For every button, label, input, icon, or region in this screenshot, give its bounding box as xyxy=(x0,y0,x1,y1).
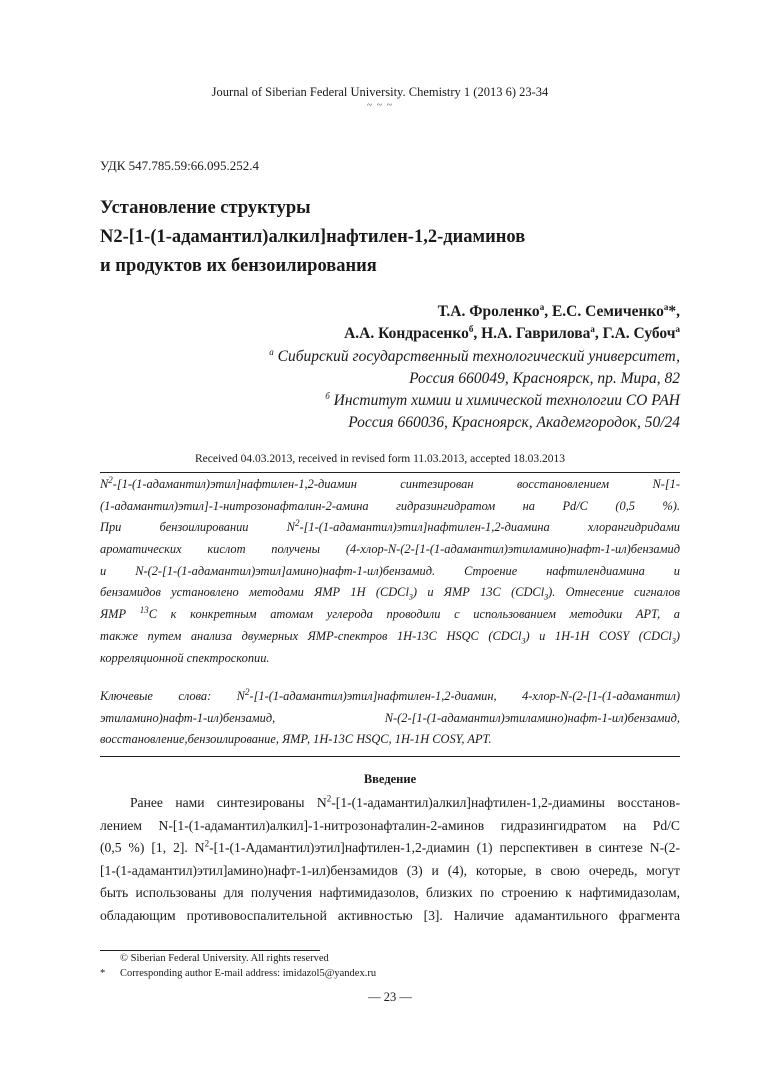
affiliation-a-line-2: Россия 660049, Красноярск, пр. Мира, 82 xyxy=(409,370,680,387)
separator: , xyxy=(544,303,549,320)
author-list xyxy=(344,301,680,345)
affiliation-b-line-2: Россия 660036, Красноярск, Академгородок, 50/24 xyxy=(348,414,680,431)
keywords-line: Ключевые слова: $N^2-[1-(1-адамантил)этил]нафтилен-1,2$-диамин, 4-хлор-N-(2-[1-(1-адамантил) xyxy=(100,686,680,703)
separator: , xyxy=(676,303,680,320)
footnote-corresponding: * Corresponding author E-mail address: imidazol5@yandex.ru xyxy=(100,967,377,979)
affil-mark: а xyxy=(269,346,274,357)
author-frolenko: Т.А. Фроленко xyxy=(437,303,540,320)
affil-mark: б xyxy=(325,390,330,401)
keywords xyxy=(100,686,680,751)
body-line: (0,5 %) [1, 2]. $N^2-[1-(1-Адамантил)этил]нафтилен-1,2$-диамин (1) перспективен в синтезе N-(2- xyxy=(100,838,680,856)
footnote-rule xyxy=(100,950,320,951)
abstract-bottom-rule xyxy=(100,756,680,757)
author-gavrilova: Н.А. Гаврилова xyxy=(481,325,591,342)
affiliation-text: Сибирский государственный технологический университет, xyxy=(277,348,680,365)
separator: , xyxy=(594,325,599,342)
body-line: обладающим противовоспалительной активностью [3]. Наличие адамантильного фрагмента xyxy=(100,907,680,923)
author-suboch: Г.А. Субоч xyxy=(602,325,676,342)
corresponding-mark: * xyxy=(668,303,677,320)
abstract-line: ЯМР $^{13}$С к конкретным атомам углерода проводили с использованием методики APT, а xyxy=(100,605,680,622)
author-semichenko: Е.С. Семиченко xyxy=(551,303,664,320)
body-line: лением N-[1-(1-адамантил)алкил]-1-нитрозонафталин-2-аминов гидразингидратом на Pd/C xyxy=(100,817,680,833)
body-line: [1-(1-адамантил)этил]амино)нафт-1-ил)бензамидов (3) и (4), которые, в свою очередь, могут xyxy=(100,862,680,878)
journal-header: Journal of Siberian Federal University. Chemistry 1 (2013 6) 23-34 xyxy=(211,85,549,99)
abstract-line: (1-адамантил)этил]-1-нитрозонафталин-2-амина гидразингидратом на Pd/C (0,5 %). xyxy=(100,498,680,513)
keywords-line: восстановление,бензоилирование, ЯМР, 1H-13C HSQC, 1H-1H COSY, APT. xyxy=(100,732,492,747)
affiliation-b-line-1 xyxy=(269,390,680,412)
abstract-top-rule xyxy=(100,472,680,473)
title-line-2: N2-[1-(1-адамантил)алкил]нафтилен-1,2-диаминов xyxy=(100,227,526,247)
header-ornament: ~ ~ ~ xyxy=(366,100,394,111)
udk-code: УДК 547.785.59:66.095.252.4 xyxy=(100,158,260,173)
article-title xyxy=(100,194,680,281)
abstract-line: корреляционной спектроскопии. xyxy=(100,650,270,665)
author-line-1 xyxy=(344,301,680,323)
abstract xyxy=(100,474,680,669)
keywords-line: этиламино)нафт-1-ил)бензамид, N-(2-[1-(1-адамантил)этиламино)нафт-1-ил)бензамид, xyxy=(100,710,680,725)
affil-mark: а xyxy=(675,323,680,334)
affil-mark: а xyxy=(590,323,595,334)
footnote-copyright: © Siberian Federal University. All rights reserved xyxy=(120,953,329,964)
introduction-body xyxy=(100,792,680,928)
affiliations xyxy=(269,346,680,434)
abstract-line: бензамидов установлено методами ЯМР 1Н (CDCl$_3$) и ЯМР 13C (CDCl$_3$). Отнесение сигналов xyxy=(100,585,680,602)
received-dates: Received 04.03.2013, received in revised form 11.03.2013, accepted 18.03.2013 xyxy=(194,453,566,465)
abstract-line: ароматических кислот получены (4-хлор-N-(2-[1-(1-адамантил)этиламино)нафт-1-ил)бензамид xyxy=(100,542,680,557)
affil-mark: а xyxy=(539,301,545,312)
title-line-3: и продуктов их бензоилирования xyxy=(100,256,377,276)
abstract-line: также путем анализа двумерных ЯМР-спектров 1H-13C HSQC (CDCl$_3$) и 1H-1H COSY (CDCl$_3$) xyxy=(100,628,680,646)
section-heading-introduction: Введение xyxy=(363,772,417,786)
abstract-line: При бензоилировании $N^2-[1-(1-адамантил)этил]нафтилен-1,2$-диамина хлорангидридами xyxy=(100,518,680,535)
author-line-2 xyxy=(344,323,680,345)
body-line: быть использованы для получения нафтимидазолов, близких по строению к нафтимидазолам, xyxy=(100,885,680,901)
affiliation-a-line-1 xyxy=(269,346,680,368)
separator: , xyxy=(473,325,478,342)
abstract-line: $N^2-[1-(1-адамантил)этил]нафтилен-1,2$-диамин синтезирован восстановлением N-[1- xyxy=(100,474,680,491)
author-kondrasenko: А.А. Кондрасенко xyxy=(344,325,469,342)
body-line: Ранее нами синтезированы $N^2-[1-(1-адамантил)алкил]нафтилен-1,2$-диамины восстанов- xyxy=(130,793,680,810)
title-line-1: Установление структуры xyxy=(100,198,311,218)
page-number: — 23 — xyxy=(368,990,412,1004)
affil-mark: б xyxy=(468,323,474,334)
affiliation-text: Институт химии и химической технологии СО РАН xyxy=(333,392,680,409)
affil-mark: а xyxy=(663,301,669,312)
abstract-line: и N-(2-[1-(1-адамантил)этил]амино)нафт-1-ил)бензамид. Строение нафтилендиамина и xyxy=(100,563,680,578)
footnotes xyxy=(100,952,376,981)
